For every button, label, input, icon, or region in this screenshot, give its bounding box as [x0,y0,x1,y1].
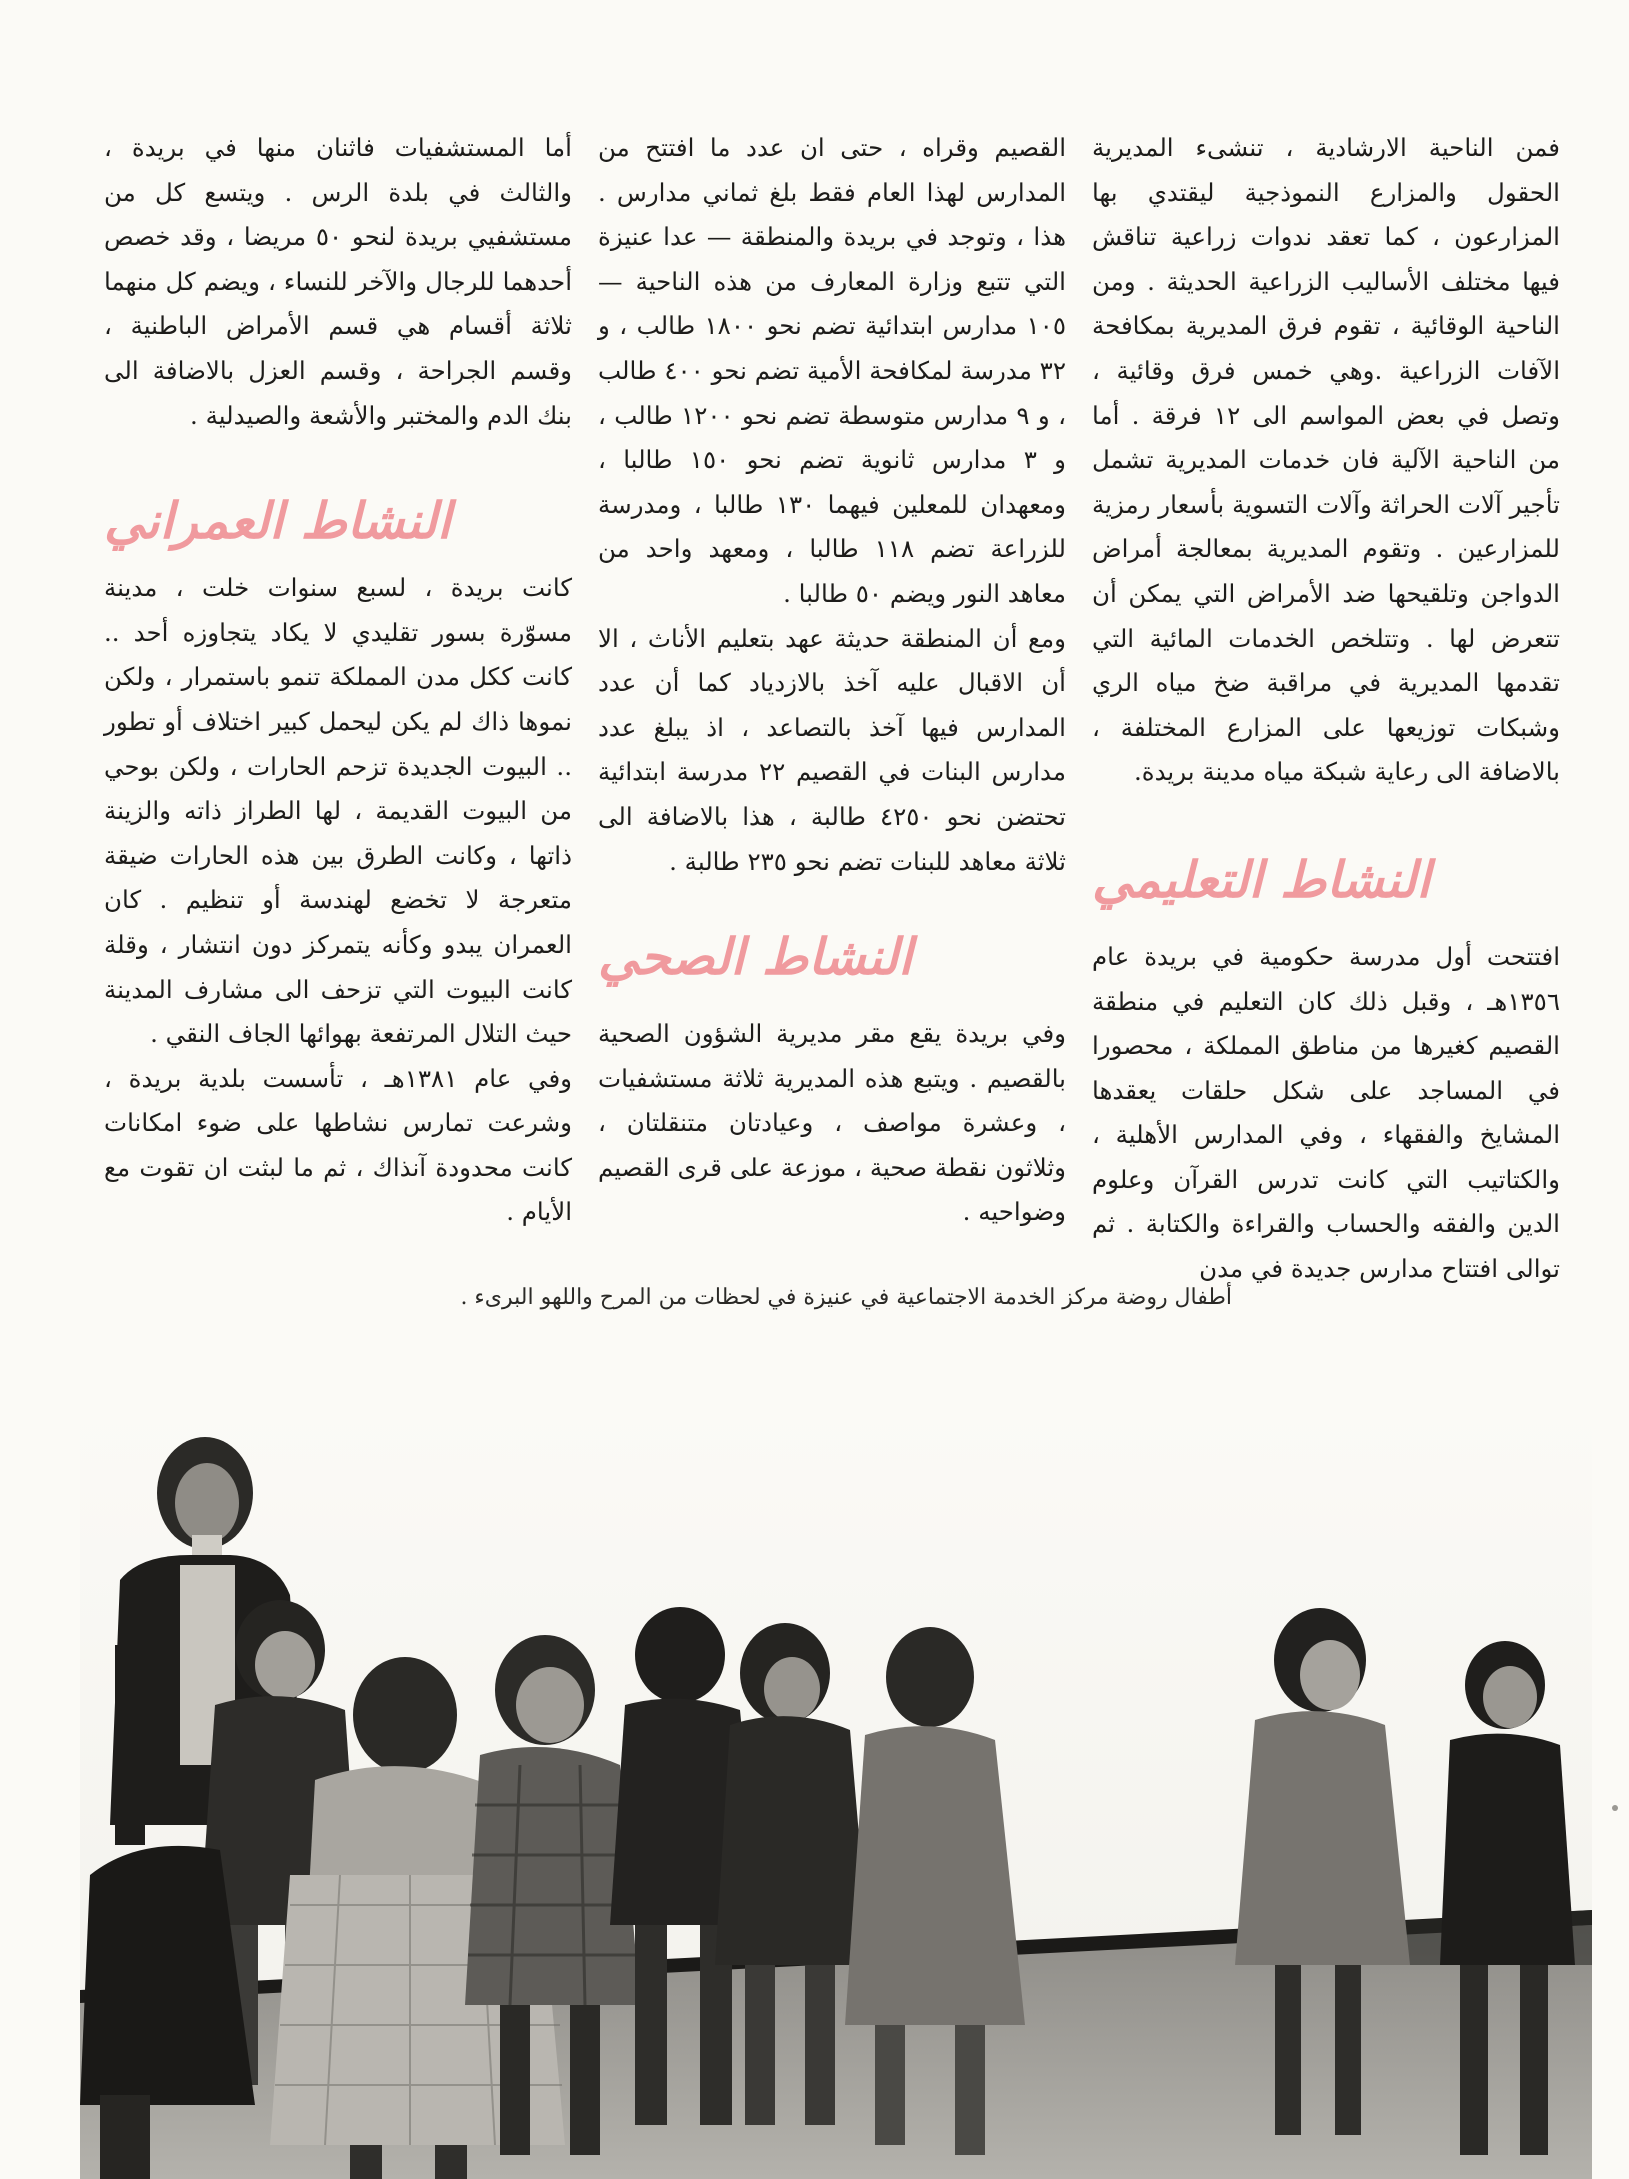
municipality-paragraph: وفي عام ١٣٨١هـ ، تأسست بلدية بريدة ، وشرعت تمارس نشاطها على ضوء امكانات كانت محدودة آنذاك ، ثم ما لبثت ان تقوت مع الأيام . [104,1063,572,1227]
margin-dot [1612,1805,1618,1811]
text-column-right [1092,126,1560,1292]
text-column-middle [598,126,1066,1235]
photo-caption: أطفال روضة مركز الخدمة الاجتماعية في عنيزة في لحظات من المرح واللهو البرىء . [460,1285,1232,1310]
urban-paragraph: كانت بريدة ، لسبع سنوات خلت ، مدينة مسوّرة بسور تقليدي لا يكاد يتجاوزه أحد .. كانت ككل مدن المملكة تنمو باستمرار ، ولكن نموها ذاك لم يكن ليحمل كبير اختلاف أو تطور .. البيوت الجديدة تزحم الحارات ، ولكن بوحي من البيوت القديمة ، لها الطراز ذاته والزينة ذاتها ، وكانت الطرق بين هذه الحارات ضيقة متعرجة لا تخضع لهندسة أو تنظيم . كان العمران يبدو وكأنه يتمركز دون انتشار ، وقلة كانت البيوت التي تزحف الى مشارف المدينة حيث التلال المرتفعة بهوائها الجاف النقي . [104,573,572,1049]
schools-paragraph: القصيم وقراه ، حتى ان عدد ما افتتح من المدارس لهذا العام فقط بلغ ثماني مدارس . هذا ، وتوجد في بريدة والمنطقة — عدا عنيزة التي تتبع وزارة المعارف من هذه الناحية — ١٠٥ مدارس ابتدائية تضم نحو ١٨٠٠ طالب ، و ٣٢ مدرسة لمكافحة الأمية تضم نحو ٤٠٠ طالب ، و ٩ مدارس متوسطة تضم نحو ١٢٠٠ طالب ، و ٣ مدارس ثانوية تضم نحو ١٥٠ طالبا ، ومعهدان للمعلين فيهما ١٣٠ طالبا ، ومدرسة للزراعة تضم ١١٨ طالبا ، ومعهد واحد من معاهد النور ويضم ٥٠ طالبا . [598,133,1066,608]
text-column-left [104,126,572,1235]
kindergarten-photo [80,1405,1592,2179]
hospitals-paragraph: أما المستشفيات فاثنان منها في بريدة ، والثالث في بلدة الرس . ويتسع كل من مستشفيي بريدة لنحو ٥٠ مريضا ، وقد خصص أحدهما للرجال والآخر للنساء ، ويضم كل منهما ثلاثة أقسام هي قسم الأمراض الباطنية ، وقسم الجراحة ، وقسم العزل بالاضافة الى بنك الدم والمختبر والأشعة والصيدلية . [104,133,572,430]
health-paragraph: وفي بريدة يقع مقر مديرية الشؤون الصحية بالقصيم . ويتبع هذه المديرية ثلاثة مستشفيات ، وعشرة مواصف ، وعيادتان متنقلتان ، وثلاثون نقطة صحية ، موزعة على قرى القصيم وضواحيه . [598,1019,1066,1227]
heading-health: النشاط الصحي [598,927,913,987]
girls-education-paragraph: ومع أن المنطقة حديثة عهد بتعليم الأناث ، الا أن الاقبال عليه آخذ بالازدياد كما أن عدد المدارس فيها آخذ بالتصاعد ، اذ يبلغ عدد مدارس البنات في القصيم ٢٢ مدرسة ابتدائية تحتضن نحو ٤٢٥٠ طالبة ، هذا بالاضافة الى ثلاثة معاهد للبنات تضم نحو ٢٣٥ طالبة . [598,623,1066,876]
photo-illustration [80,1405,1592,2179]
heading-education: النشاط التعليمي [1092,849,1431,909]
education-paragraph: افتتحت أول مدرسة حكومية في بريدة عام ١٣٥٦هـ ، وقبل ذلك كان التعليم في منطقة القصيم كغيرها من مناطق المملكة ، محصورا في المساجد على شكل حلقات يعقدها المشايخ والفقهاء ، وفي المدارس الأهلية ، والكتاتيب التي كانت تدرس القرآن وعلوم الدين والفقه والحساب والقراءة والكتابة . ثم توالى افتتاح مدارس جديدة في مدن [1092,941,1560,1284]
heading-urban: النشاط العمراني [104,491,451,551]
agriculture-paragraph: فمن الناحية الارشادية ، تنشىء المديرية الحقول والمزارع النموذجية ليقتدي بها المزارعون ، كما تعقد ندوات زراعية تناقش فيها مختلف الأساليب الزراعية الحديثة . ومن الناحية الوقائية ، تقوم فرق المديرية بمكافحة الآفات الزراعية .وهي خمس فرق وقائية ، وتصل في بعض المواسم الى ١٢ فرقة . أما من الناحية الآلية فان خدمات المديرية تشمل تأجير آلات الحراثة وآلات التسوية بأسعار رمزية للمزارعين . وتقوم المديرية بمعالجة أمراض الدواجن وتلقيحها ضد الأمراض التي يمكن أن تتعرض لها . وتتلخص الخدمات المائية التي تقدمها المديرية في مراقبة ضخ مياه الري وشبكات توزيعها على المزارع المختلفة ، بالاضافة الى رعاية شبكة مياه مدينة بريدة. [1092,133,1560,787]
